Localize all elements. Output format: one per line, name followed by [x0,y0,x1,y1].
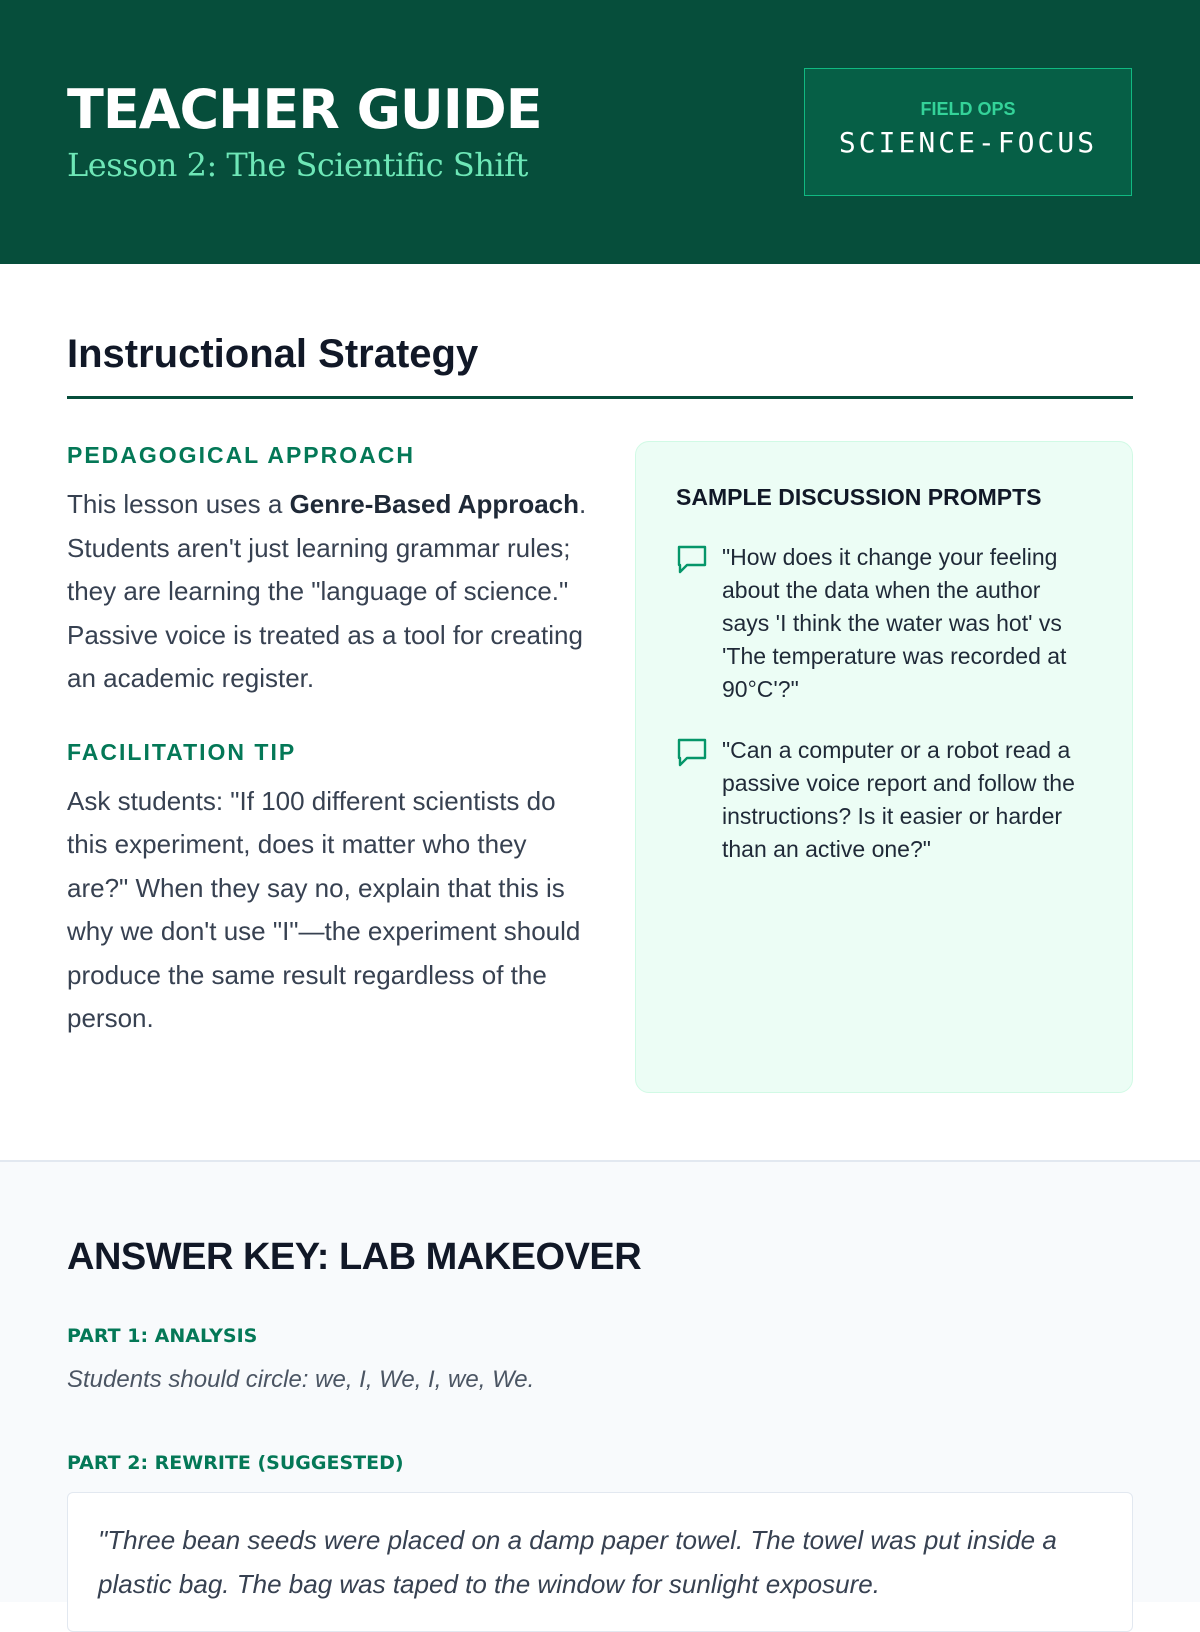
part2-answer-box: "Three bean seeds were placed on a damp paper towel. The towel was put inside a plastic bag. The bag was taped to the window for sunlight exposure. [67,1492,1133,1632]
pedagogy-text-bold: Genre-Based Approach [289,489,580,519]
badge-value: SCIENCE-FOCUS [838,126,1098,159]
section-divider [67,396,1133,399]
part1-label: PART 1: ANALYSIS [67,1325,258,1347]
answer-key-section [0,1160,1200,1602]
discussion-prompts-title: SAMPLE DISCUSSION PROMPTS [676,484,1042,510]
pedagogy-text-after: . Students aren't just learning grammar rules; they are learning the "language of science." Passive voice is treated as a tool for creating an academic register. [67,489,587,693]
lesson-subtitle: Lesson 2: The Scientific Shift [67,146,528,184]
discussion-prompt-item [676,541,1092,706]
discussion-prompt-text: "Can a computer or a robot read a passive voice report and follow the instructions? Is it easier or harder than an active one?" [722,737,1075,862]
pedagogy-text [67,483,587,701]
discussion-prompt-item [676,734,1092,866]
discussion-prompt-text: "How does it change your feeling about the data when the author says 'I think the water was hot' vs 'The temperature was recorded at 90°C'?" [722,544,1067,702]
badge-label: FIELD OPS [920,99,1016,119]
field-ops-badge [804,68,1132,196]
guide-title: TEACHER GUIDE [67,78,542,141]
page-header [0,0,1200,264]
part2-label: PART 2: REWRITE (SUGGESTED) [67,1452,404,1474]
pedagogy-text-before: This lesson uses a [67,489,290,519]
facilitation-label: FACILITATION TIP [67,738,297,765]
strategy-left-column [67,442,587,1041]
answer-key-title: ANSWER KEY: LAB MAKEOVER [67,1236,642,1278]
part1-answer: Students should circle: we, I, We, I, we, We. [67,1366,535,1393]
discussion-prompts-box [635,441,1133,1093]
facilitation-text: Ask students: "If 100 different scientists do this experiment, does it matter who they are?" When they say no, explain that this is why we don't use "I"—the experiment should produce the same result regardless of the person. [67,785,581,1033]
pedagogy-label: PEDAGOGICAL APPROACH [67,442,415,468]
chat-bubble-icon [676,543,708,575]
section-title-strategy: Instructional Strategy [67,332,479,376]
chat-bubble-icon [676,736,708,768]
